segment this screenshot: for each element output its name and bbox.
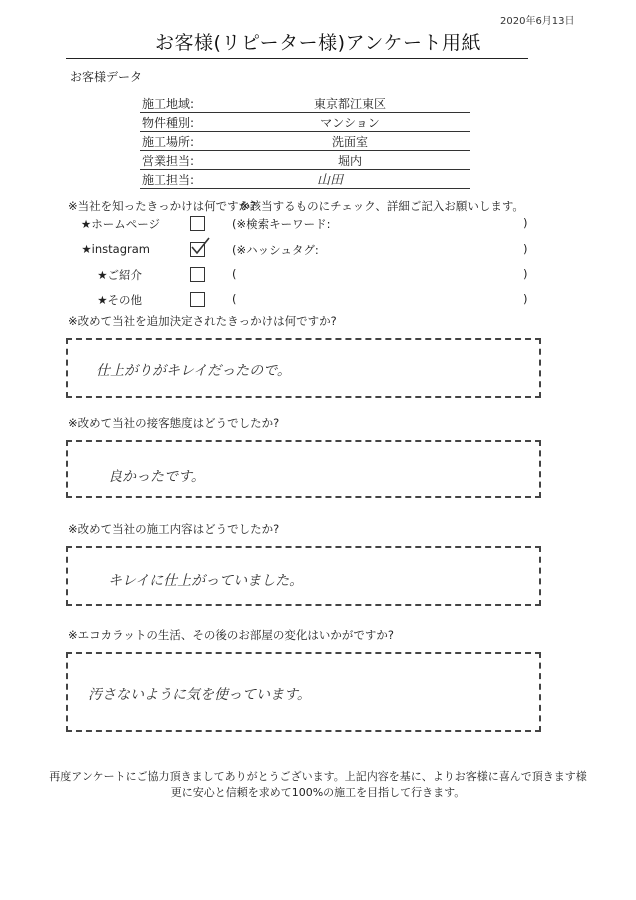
option-label-instagram: ★instagram: [81, 242, 150, 256]
row-underline: [140, 150, 470, 151]
option-label-other: ★その他: [97, 293, 142, 307]
handwritten-answer: 汚さないように気を使っています。: [88, 687, 311, 703]
q2-question: ※改めて当社を追加決定されたきっかけは何ですか?: [68, 314, 337, 328]
answer-box: [66, 652, 541, 732]
option-detail-close: ): [523, 292, 528, 306]
row-underline: [140, 131, 470, 132]
checkbox-other[interactable]: [190, 292, 205, 307]
option-detail-label: (: [232, 267, 237, 281]
customer-row-label: 施工地域:: [142, 97, 195, 111]
page-title: お客様(リピーター様)アンケート用紙: [155, 32, 481, 54]
checkbox-instagram[interactable]: [190, 242, 205, 257]
handwritten-answer: 仕上がりがキレイだったので。: [96, 363, 291, 379]
q4-question: ※改めて当社の施工内容はどうでしたか?: [68, 522, 280, 536]
footer-message: [0, 769, 636, 801]
option-label-homepage: ★ホームページ: [80, 217, 160, 231]
option-detail-label: (※検索キーワード:: [232, 217, 331, 231]
customer-row-label: 物件種別:: [142, 116, 195, 130]
checkbox-homepage[interactable]: [190, 216, 205, 231]
customer-row-value-handwritten: 山田: [316, 173, 343, 188]
footer-line: 更に安心と信頼を求めて100%の施工を目指して行きます。: [170, 786, 466, 799]
q5-question: ※エコカラットの生活、その後のお部屋の変化はいかがですか?: [68, 628, 395, 642]
row-underline: [140, 188, 470, 189]
q1-note: ※該当するものにチェック、詳細ご記入お願いします。: [240, 199, 524, 213]
option-detail-label: (: [232, 292, 237, 306]
customer-row-label: 営業担当:: [142, 154, 195, 168]
customer-row-value: マンション: [320, 116, 380, 130]
option-detail-close: ): [523, 216, 528, 230]
handwritten-answer: 良かったです。: [108, 469, 205, 485]
footer-line: 再度アンケートにご協力頂きましてありがとうございます。上記内容を基に、よりお客様に喜んで頂きます様: [49, 770, 587, 783]
customer-row-label: 施工場所:: [142, 135, 195, 149]
answer-box: [66, 546, 541, 606]
checkbox-referral[interactable]: [190, 267, 205, 282]
customer-row-label: 施工担当:: [142, 173, 195, 187]
answer-box: [66, 338, 541, 398]
customer-row-value: 洗面室: [331, 135, 368, 149]
option-detail-close: ): [523, 267, 528, 281]
customer-section-label: お客様データ: [70, 70, 143, 84]
option-detail-close: ): [523, 242, 528, 256]
option-label-referral: ★ご紹介: [97, 268, 142, 282]
customer-row-value: 堀内: [337, 154, 362, 168]
check-mark-icon: [189, 237, 211, 255]
row-underline: [140, 112, 470, 113]
handwritten-answer: キレイに仕上がっていました。: [108, 573, 304, 589]
q1-question: ※当社を知ったきっかけは何ですか?: [68, 199, 257, 213]
survey-date: 2020年6月13日: [500, 16, 575, 27]
answer-box: [66, 440, 541, 498]
customer-row-value: 東京都江東区: [313, 97, 386, 111]
q3-question: ※改めて当社の接客態度はどうでしたか?: [68, 416, 280, 430]
option-detail-label: (※ハッシュタグ:: [232, 243, 319, 257]
title-underline: [66, 58, 528, 59]
